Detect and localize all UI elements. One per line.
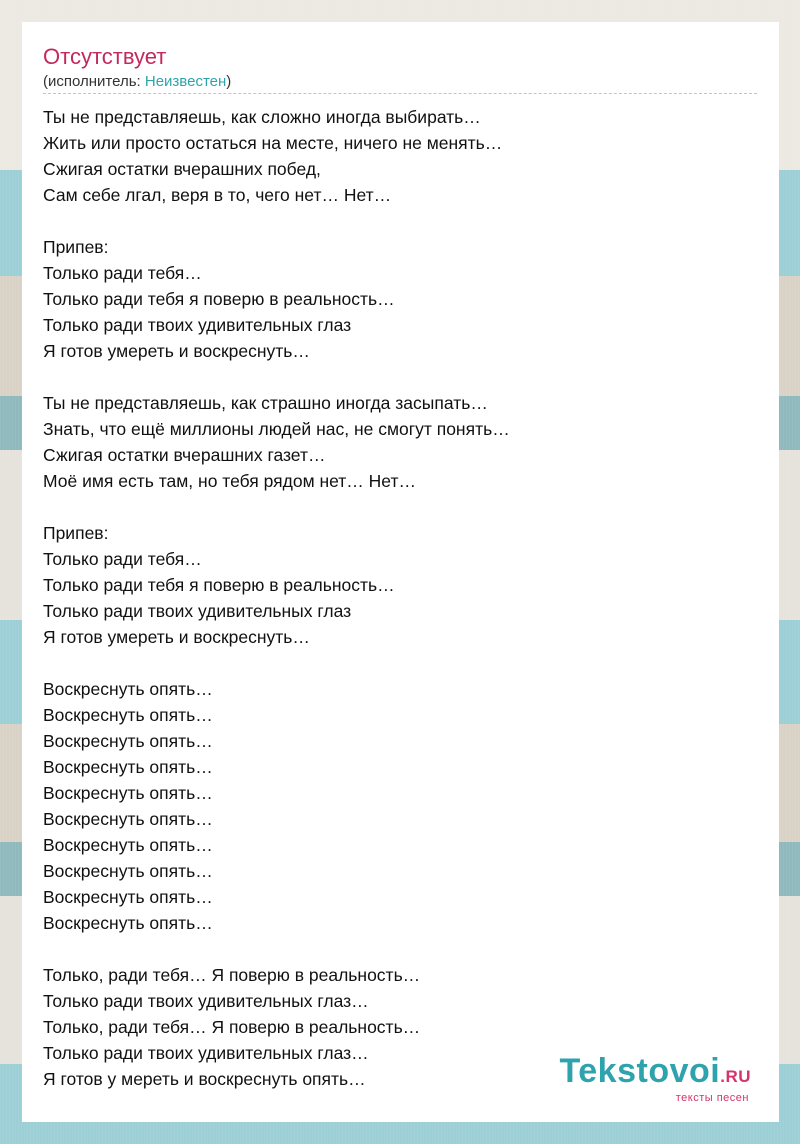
lyric-line: Я готов умереть и воскреснуть… — [43, 341, 310, 361]
artist-link[interactable]: Неизвестен — [144, 73, 227, 90]
lyric-line: Только ради тебя… — [43, 263, 202, 283]
lyric-line: Только ради твоих удивительных глаз — [43, 601, 352, 621]
artist-line — [43, 73, 231, 91]
lyric-line: Знать, что ещё миллионы людей нас, не смогут понять… — [43, 419, 510, 439]
lyric-line: Воскреснуть опять… — [43, 783, 213, 803]
stanza-break — [43, 650, 763, 676]
logo-tagline: тексты песен — [675, 1092, 749, 1104]
artist-prefix: (исполнитель: — [43, 73, 145, 90]
site-logo[interactable] — [560, 1054, 751, 1104]
lyric-line: Только ради твоих удивительных глаз — [43, 315, 352, 335]
lyric-line: Только ради тебя я поверю в реальность… — [43, 575, 395, 595]
lyric-line: Воскреснуть опять… — [43, 913, 213, 933]
stanza-break — [43, 936, 763, 962]
artist-suffix: ) — [226, 73, 232, 90]
lyric-line: Сам себе лгал, веря в то, чего нет… Нет… — [43, 185, 392, 205]
stanza-break — [43, 494, 763, 520]
lyric-line: Припев: — [43, 523, 109, 543]
lyric-line: Воскреснуть опять… — [43, 861, 213, 881]
lyric-line: Только ради тебя я поверю в реальность… — [43, 289, 395, 309]
title-divider — [43, 93, 757, 94]
lyric-line: Воскреснуть опять… — [43, 809, 213, 829]
lyric-line: Воскреснуть опять… — [43, 835, 213, 855]
lyric-line: Я готов умереть и воскреснуть… — [43, 627, 310, 647]
lyric-line: Воскреснуть опять… — [43, 757, 213, 777]
lyric-line: Только, ради тебя… Я поверю в реальность… — [43, 1017, 421, 1037]
lyric-line: Воскреснуть опять… — [43, 731, 213, 751]
logo-domain: .RU — [720, 1067, 751, 1086]
lyric-line: Ты не представляешь, как страшно иногда засыпать… — [43, 393, 488, 413]
lyric-line: Ты не представляешь, как сложно иногда выбирать… — [43, 107, 481, 127]
lyric-line: Только ради твоих удивительных глаз… — [43, 991, 369, 1011]
lyric-line: Воскреснуть опять… — [43, 887, 213, 907]
lyric-line: Только ради твоих удивительных глаз… — [43, 1043, 369, 1063]
lyric-line: Припев: — [43, 237, 109, 257]
lyric-line: Воскреснуть опять… — [43, 679, 213, 699]
song-title: Отсутствует — [43, 44, 167, 69]
lyric-line: Сжигая остатки вчерашних газет… — [43, 445, 326, 465]
stanza-break — [43, 208, 763, 234]
lyrics-text — [43, 104, 763, 1092]
lyric-line: Моё имя есть там, но тебя рядом нет… Нет… — [43, 471, 416, 491]
lyric-line: Только, ради тебя… Я поверю в реальность… — [43, 965, 421, 985]
lyric-line: Жить или просто остаться на месте, ничего не менять… — [43, 133, 503, 153]
stanza-break — [43, 364, 763, 390]
lyric-line: Я готов у мереть и воскреснуть опять… — [43, 1069, 366, 1089]
lyric-line: Сжигая остатки вчерашних побед, — [43, 159, 321, 179]
logo-name: Tekstovoi — [559, 1052, 721, 1090]
lyric-line: Только ради тебя… — [43, 549, 202, 569]
lyric-line: Воскреснуть опять… — [43, 705, 213, 725]
lyrics-card — [22, 22, 779, 1122]
